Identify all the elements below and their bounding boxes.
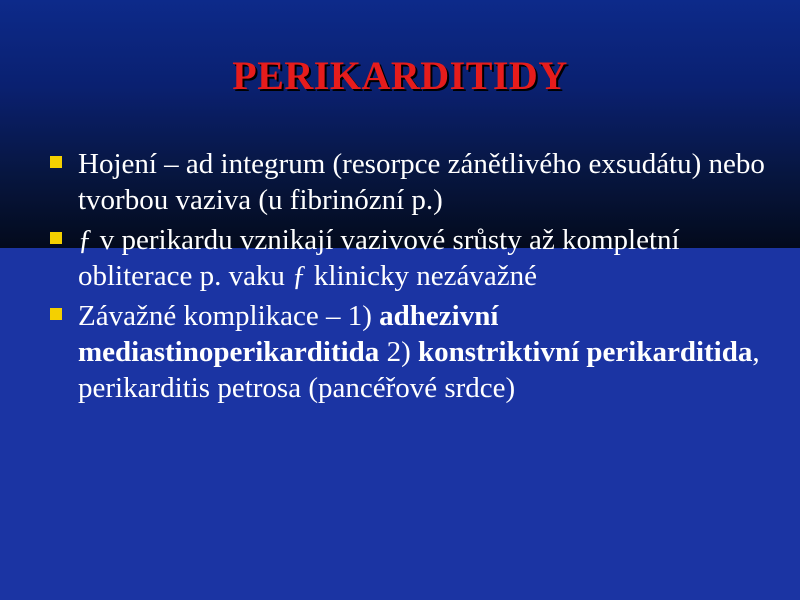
square-bullet-icon: [50, 232, 62, 244]
bullet-item-2: [46, 222, 766, 294]
bullet-text: ƒ v perikardu vznikají vazivové srůsty až kompletní obliterace p. vaku ƒ klinicky nezávažné: [78, 224, 680, 292]
bullet-list: [46, 146, 766, 410]
bullet-item-1: [46, 146, 766, 218]
bullet-item-3: [46, 298, 766, 406]
bullet-text: 2): [379, 336, 418, 368]
square-bullet-icon: [50, 156, 62, 168]
bullet-text: Závažné komplikace – 1): [78, 300, 380, 332]
square-bullet-icon: [50, 308, 62, 320]
slide-title: PERIKARDITIDY: [232, 53, 568, 98]
bullet-text: , perikarditis petrosa (pancéřové srdce): [78, 336, 760, 404]
bullet-text: Hojení – ad integrum (resorpce zánětlivého exsudátu) nebo tvorbou vaziva (u fibrinózní p.): [78, 148, 765, 216]
bold-term: adhezivní mediastinoperikarditida: [78, 300, 499, 368]
bold-term: konstriktivní perikarditida: [417, 336, 753, 368]
